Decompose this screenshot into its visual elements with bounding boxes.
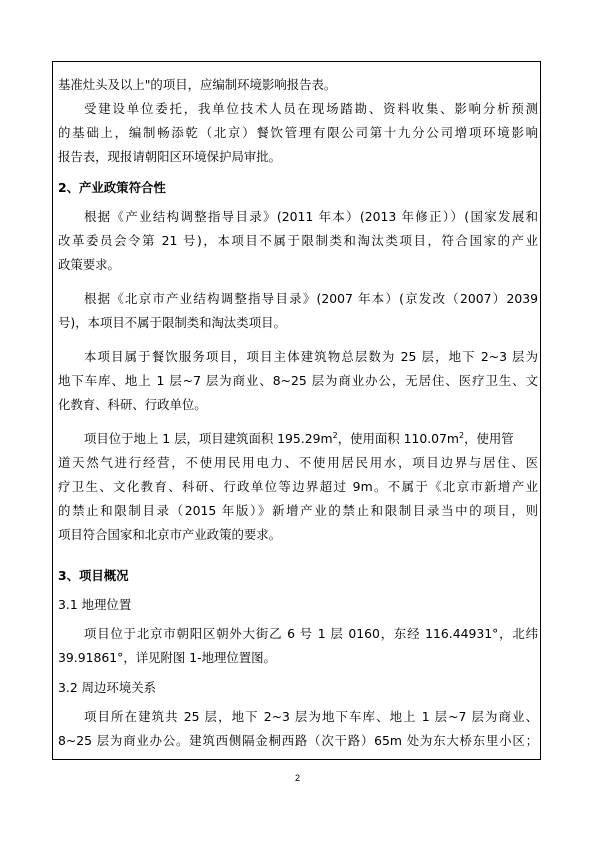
intro-line-1: 基准灶头及以上"的项目，应编制环境影响报告表。 xyxy=(58,77,337,92)
s2-p4-line-4: 的禁止和限制目录（2015 年版）》新增产业的禁止和限制目录当中的项目，则 xyxy=(58,503,538,518)
s2-p4-line-5: 项目符合国家和北京市产业政策的要求。 xyxy=(58,527,282,542)
s2-p4-line-1 xyxy=(84,431,538,447)
s2-p1-line-2: 改革委员会令第 21 号)，本项目不属于限制类和淘汰类项目，符合国家的产业 xyxy=(58,233,538,248)
s3-p2-line-2: 8~25 层为商业办公。建筑西侧隔金桐西路（次干路）65m 处为东大桥东里小区； xyxy=(58,733,538,748)
superscript-2a: 2 xyxy=(332,431,338,440)
s2-p1-line-3: 政策要求。 xyxy=(58,257,120,272)
s2-p4-line-1a: 项目位于地上 1 层，项目建筑面积 195.29m xyxy=(84,431,333,446)
s2-p1-line-1: 根据《产业结构调整指导目录》(2011 年本）(2013 年修正））(国家发展和 xyxy=(84,209,538,224)
intro-p2-line-2: 的基础上，编制畅添乾（北京）餐饮管理有限公司第十九分公司增项环境影响 xyxy=(58,125,538,140)
s2-p2-line-2: 号)，本项目不属于限制类和淘汰类项目。 xyxy=(58,315,286,330)
subsection-3-1-heading: 3.1 地理位置 xyxy=(58,597,132,612)
s3-p2-line-1: 项目所在建筑共 25 层，地下 2~3 层为地下车库、地上 1 层~7 层为商业、 xyxy=(84,709,538,724)
page-number: 2 xyxy=(294,773,300,783)
s3-p1-line-2: 39.91861°，详见附图 1-地理位置图。 xyxy=(58,650,276,665)
section-3-heading: 3、项目概况 xyxy=(58,568,129,583)
intro-p2-line-1: 受建设单位委托，我单位技术人员在现场踏勘、资料收集、影响分析预测 xyxy=(84,101,538,116)
s2-p2-line-1: 根据《北京市产业结构调整指导目录》(2007 年本）(京发改（2007）2039 xyxy=(84,291,538,306)
s2-p4-line-2: 道天然气进行经营，不使用民用电力、不使用居民用水，项目边界与居住、医 xyxy=(58,455,538,470)
subsection-3-2-heading: 3.2 周边环境关系 xyxy=(58,680,156,695)
s2-p3-line-3: 化教育、科研、行政单位。 xyxy=(58,397,207,412)
s2-p4-line-1b: ，使用面积 110.07m xyxy=(337,431,460,446)
s3-p1-line-1: 项目位于北京市朝阳区朝外大街乙 6 号 1 层 0160，东经 116.44931°，北纬 xyxy=(84,626,538,641)
superscript-2b: 2 xyxy=(459,431,465,440)
s2-p3-line-2: 地下车库、地上 1 层~7 层为商业、8~25 层为商业办公，无居住、医疗卫生、文 xyxy=(58,373,538,388)
intro-p2-line-3: 报告表，现报请朝阳区环境保护局审批。 xyxy=(58,149,282,164)
section-2-heading: 2、产业政策符合性 xyxy=(58,180,166,195)
s2-p4-line-3: 疗卫生、文化教育、科研、行政单位等边界超过 9m。不属于《北京市新增产业 xyxy=(58,479,538,494)
s2-p4-line-1c: ，使用管 xyxy=(464,431,514,446)
s2-p3-line-1: 本项目属于餐饮服务项目，项目主体建筑物总层数为 25 层，地下 2~3 层为 xyxy=(84,349,538,364)
